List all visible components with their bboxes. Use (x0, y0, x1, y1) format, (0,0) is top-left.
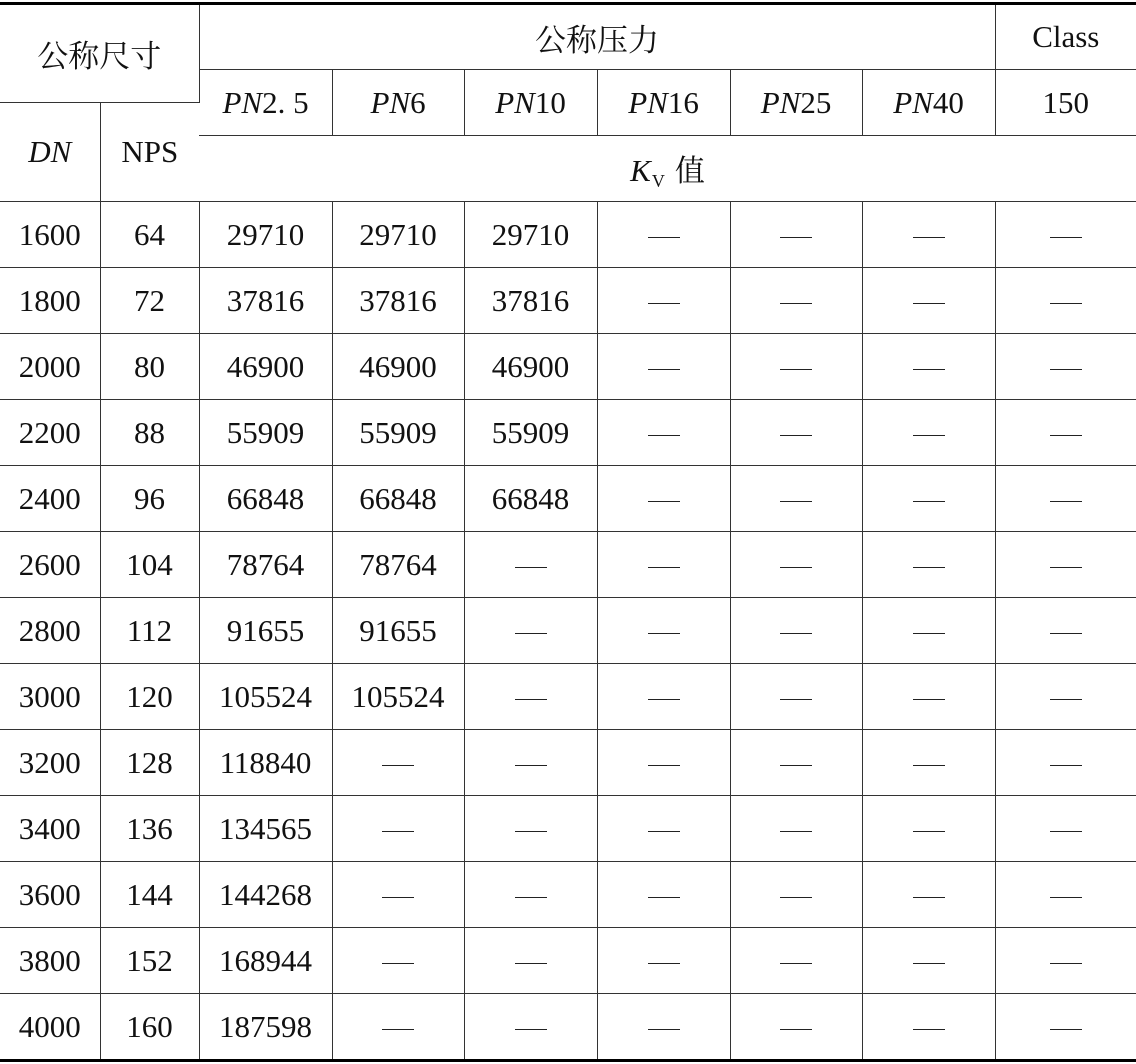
kv-value-cell: 46900 (332, 334, 464, 400)
kv-value-cell: 66848 (199, 466, 332, 532)
kv-value-table (0, 2, 1136, 1062)
kv-value-cell: 118840 (199, 730, 332, 796)
table-row (0, 334, 1136, 400)
table-header (0, 4, 1136, 202)
empty-dash-cell (730, 598, 862, 664)
kv-value-cell: 37816 (464, 268, 597, 334)
dn-cell: 3800 (0, 928, 100, 994)
empty-dash-cell (995, 202, 1136, 268)
kv-value-cell: 29710 (332, 202, 464, 268)
pn-value: 10 (534, 84, 566, 120)
pn-header-3 (464, 70, 597, 136)
dash-mark (382, 897, 414, 899)
pn-header-2 (332, 70, 464, 136)
dash-mark (515, 1029, 547, 1031)
nps-cell: 88 (100, 400, 199, 466)
pn-value: 6 (410, 84, 426, 120)
dash-mark (780, 831, 812, 833)
pn-header-6 (862, 70, 995, 136)
table-body (0, 202, 1136, 1061)
dash-mark (913, 435, 945, 437)
dash-mark (648, 303, 680, 305)
empty-dash-cell (995, 400, 1136, 466)
dash-mark (913, 699, 945, 701)
dn-cell: 3600 (0, 862, 100, 928)
kv-value-cell: 66848 (332, 466, 464, 532)
table-row (0, 730, 1136, 796)
dn-cell: 2200 (0, 400, 100, 466)
dash-mark (648, 369, 680, 371)
dn-cell: 1600 (0, 202, 100, 268)
empty-dash-cell (597, 334, 730, 400)
dash-mark (780, 897, 812, 899)
dn-cell: 3400 (0, 796, 100, 862)
kv-value-cell: 187598 (199, 994, 332, 1061)
dash-mark (780, 633, 812, 635)
empty-dash-cell (464, 928, 597, 994)
nps-cell: 96 (100, 466, 199, 532)
empty-dash-cell (730, 994, 862, 1061)
table-row (0, 862, 1136, 928)
dash-mark (648, 963, 680, 965)
dash-mark (913, 567, 945, 569)
empty-dash-cell (862, 400, 995, 466)
empty-dash-cell (332, 862, 464, 928)
empty-dash-cell (597, 928, 730, 994)
dash-mark (515, 963, 547, 965)
dash-mark (515, 765, 547, 767)
kv-value-cell: 55909 (199, 400, 332, 466)
empty-dash-cell (730, 862, 862, 928)
kv-value-cell: 91655 (199, 598, 332, 664)
dash-mark (913, 765, 945, 767)
table-row (0, 994, 1136, 1061)
empty-dash-cell (995, 598, 1136, 664)
nps-cell: 128 (100, 730, 199, 796)
dash-mark (382, 765, 414, 767)
dash-mark (1050, 567, 1082, 569)
empty-dash-cell (862, 862, 995, 928)
dash-mark (648, 567, 680, 569)
table-row (0, 796, 1136, 862)
dash-mark (913, 501, 945, 503)
dash-mark (1050, 831, 1082, 833)
empty-dash-cell (597, 796, 730, 862)
pn-prefix: PN (370, 84, 411, 120)
dash-mark (382, 963, 414, 965)
dash-mark (1050, 501, 1082, 503)
header-row-1 (0, 4, 1136, 37)
dash-mark (648, 435, 680, 437)
empty-dash-cell (597, 598, 730, 664)
kv-value-cell: 55909 (464, 400, 597, 466)
empty-dash-cell (464, 796, 597, 862)
table-row (0, 928, 1136, 994)
empty-dash-cell (730, 268, 862, 334)
pn-value: 40 (932, 84, 964, 120)
dash-mark (648, 1029, 680, 1031)
pn-header-5 (730, 70, 862, 136)
empty-dash-cell (597, 862, 730, 928)
kv-value-cell: 55909 (332, 400, 464, 466)
pn-prefix: PN (628, 84, 668, 120)
empty-dash-cell (862, 664, 995, 730)
kv-symbol: K (630, 152, 651, 188)
kv-value-cell: 78764 (199, 532, 332, 598)
pn-prefix: PN (760, 84, 801, 120)
dn-cell: 2800 (0, 598, 100, 664)
kv-value-cell: 37816 (199, 268, 332, 334)
empty-dash-cell (464, 664, 597, 730)
empty-dash-cell (862, 202, 995, 268)
dash-mark (648, 831, 680, 833)
empty-dash-cell (995, 862, 1136, 928)
empty-dash-cell (995, 796, 1136, 862)
dash-mark (913, 963, 945, 965)
table-row (0, 598, 1136, 664)
kv-value-cell: 168944 (199, 928, 332, 994)
dash-mark (1050, 897, 1082, 899)
empty-dash-cell (862, 598, 995, 664)
dash-mark (913, 303, 945, 305)
dash-mark (913, 831, 945, 833)
dash-mark (1050, 369, 1082, 371)
table-row (0, 664, 1136, 730)
empty-dash-cell (464, 532, 597, 598)
empty-dash-cell (862, 532, 995, 598)
nominal-size-header: 公称尺寸 (0, 4, 199, 103)
dash-mark (382, 1029, 414, 1031)
kv-value-cell: 46900 (464, 334, 597, 400)
empty-dash-cell (995, 928, 1136, 994)
empty-dash-cell (862, 796, 995, 862)
kv-value-cell: 37816 (332, 268, 464, 334)
kv-header (199, 136, 1136, 202)
pn-prefix: PN (893, 84, 933, 120)
empty-dash-cell (730, 334, 862, 400)
kv-value-cell: 105524 (199, 664, 332, 730)
dash-mark (780, 699, 812, 701)
table-row (0, 202, 1136, 268)
nps-cell: 144 (100, 862, 199, 928)
empty-dash-cell (597, 466, 730, 532)
dash-mark (648, 765, 680, 767)
empty-dash-cell (332, 994, 464, 1061)
empty-dash-cell (862, 928, 995, 994)
dn-header: DN (0, 103, 100, 202)
dash-mark (913, 369, 945, 371)
nps-cell: 160 (100, 994, 199, 1061)
nps-header: NPS (100, 103, 199, 202)
nps-cell: 72 (100, 268, 199, 334)
dash-mark (515, 633, 547, 635)
empty-dash-cell (995, 532, 1136, 598)
dn-cell: 1800 (0, 268, 100, 334)
empty-dash-cell (597, 532, 730, 598)
dash-mark (1050, 963, 1082, 965)
dash-mark (1050, 1029, 1082, 1031)
empty-dash-cell (730, 796, 862, 862)
empty-dash-cell (995, 334, 1136, 400)
dn-cell: 3000 (0, 664, 100, 730)
dash-mark (648, 897, 680, 899)
empty-dash-cell (862, 730, 995, 796)
dn-cell: 3200 (0, 730, 100, 796)
dash-mark (780, 501, 812, 503)
pn-prefix: PN (222, 84, 263, 120)
dash-mark (780, 765, 812, 767)
dash-mark (913, 237, 945, 239)
empty-dash-cell (730, 202, 862, 268)
table-row (0, 400, 1136, 466)
dash-mark (515, 567, 547, 569)
dash-mark (913, 1029, 945, 1031)
pn-header-1 (199, 70, 332, 136)
empty-dash-cell (995, 994, 1136, 1061)
pn-value: 2. 5 (262, 84, 309, 120)
empty-dash-cell (597, 730, 730, 796)
kv-value-cell: 78764 (332, 532, 464, 598)
dash-mark (648, 699, 680, 701)
dn-cell: 4000 (0, 994, 100, 1061)
empty-dash-cell (995, 268, 1136, 334)
empty-dash-cell (332, 796, 464, 862)
dash-mark (1050, 765, 1082, 767)
dash-mark (648, 501, 680, 503)
empty-dash-cell (862, 334, 995, 400)
dn-cell: 2000 (0, 334, 100, 400)
kv-value-cell: 144268 (199, 862, 332, 928)
nps-cell: 152 (100, 928, 199, 994)
kv-value-cell: 66848 (464, 466, 597, 532)
dash-mark (515, 699, 547, 701)
dash-mark (382, 831, 414, 833)
table-row (0, 268, 1136, 334)
empty-dash-cell (464, 730, 597, 796)
empty-dash-cell (995, 730, 1136, 796)
dn-cell: 2400 (0, 466, 100, 532)
kv-value-cell: 29710 (199, 202, 332, 268)
empty-dash-cell (332, 730, 464, 796)
empty-dash-cell (730, 730, 862, 796)
dash-mark (648, 633, 680, 635)
empty-dash-cell (995, 664, 1136, 730)
kv-value-cell: 105524 (332, 664, 464, 730)
empty-dash-cell (862, 466, 995, 532)
pn-header-4 (597, 70, 730, 136)
kv-value-cell: 29710 (464, 202, 597, 268)
dash-mark (1050, 435, 1082, 437)
dash-mark (913, 633, 945, 635)
dash-mark (515, 897, 547, 899)
dash-mark (780, 1029, 812, 1031)
table-row (0, 466, 1136, 532)
nps-cell: 112 (100, 598, 199, 664)
nps-cell: 136 (100, 796, 199, 862)
nps-cell: 80 (100, 334, 199, 400)
kv-value-cell: 134565 (199, 796, 332, 862)
kv-value-cell: 46900 (199, 334, 332, 400)
pn-value: 16 (667, 84, 699, 120)
kv-subscript: V (651, 170, 665, 191)
empty-dash-cell (730, 664, 862, 730)
empty-dash-cell (464, 598, 597, 664)
nominal-pressure-header: 公称压力 (199, 4, 995, 70)
empty-dash-cell (597, 400, 730, 466)
empty-dash-cell (597, 994, 730, 1061)
dash-mark (780, 963, 812, 965)
dash-mark (780, 237, 812, 239)
table-row (0, 532, 1136, 598)
dash-mark (648, 237, 680, 239)
dash-mark (913, 897, 945, 899)
empty-dash-cell (730, 928, 862, 994)
empty-dash-cell (730, 400, 862, 466)
empty-dash-cell (597, 664, 730, 730)
dash-mark (1050, 237, 1082, 239)
empty-dash-cell (730, 466, 862, 532)
empty-dash-cell (995, 466, 1136, 532)
empty-dash-cell (730, 532, 862, 598)
empty-dash-cell (862, 994, 995, 1061)
kv-suffix: 值 (674, 153, 705, 189)
dash-mark (780, 567, 812, 569)
empty-dash-cell (464, 862, 597, 928)
nps-cell: 120 (100, 664, 199, 730)
nps-cell: 104 (100, 532, 199, 598)
empty-dash-cell (597, 202, 730, 268)
dash-mark (780, 435, 812, 437)
dash-mark (780, 303, 812, 305)
empty-dash-cell (332, 928, 464, 994)
empty-dash-cell (464, 994, 597, 1061)
dash-mark (1050, 303, 1082, 305)
empty-dash-cell (862, 268, 995, 334)
class-150-header: 150 (995, 70, 1136, 136)
dash-mark (1050, 633, 1082, 635)
nps-cell: 64 (100, 202, 199, 268)
dash-mark (515, 831, 547, 833)
dn-cell: 2600 (0, 532, 100, 598)
kv-value-cell: 91655 (332, 598, 464, 664)
pn-value: 25 (800, 84, 832, 120)
dash-mark (1050, 699, 1082, 701)
class-header: Class (995, 4, 1136, 70)
empty-dash-cell (597, 268, 730, 334)
pn-prefix: PN (495, 84, 535, 120)
dash-mark (780, 369, 812, 371)
